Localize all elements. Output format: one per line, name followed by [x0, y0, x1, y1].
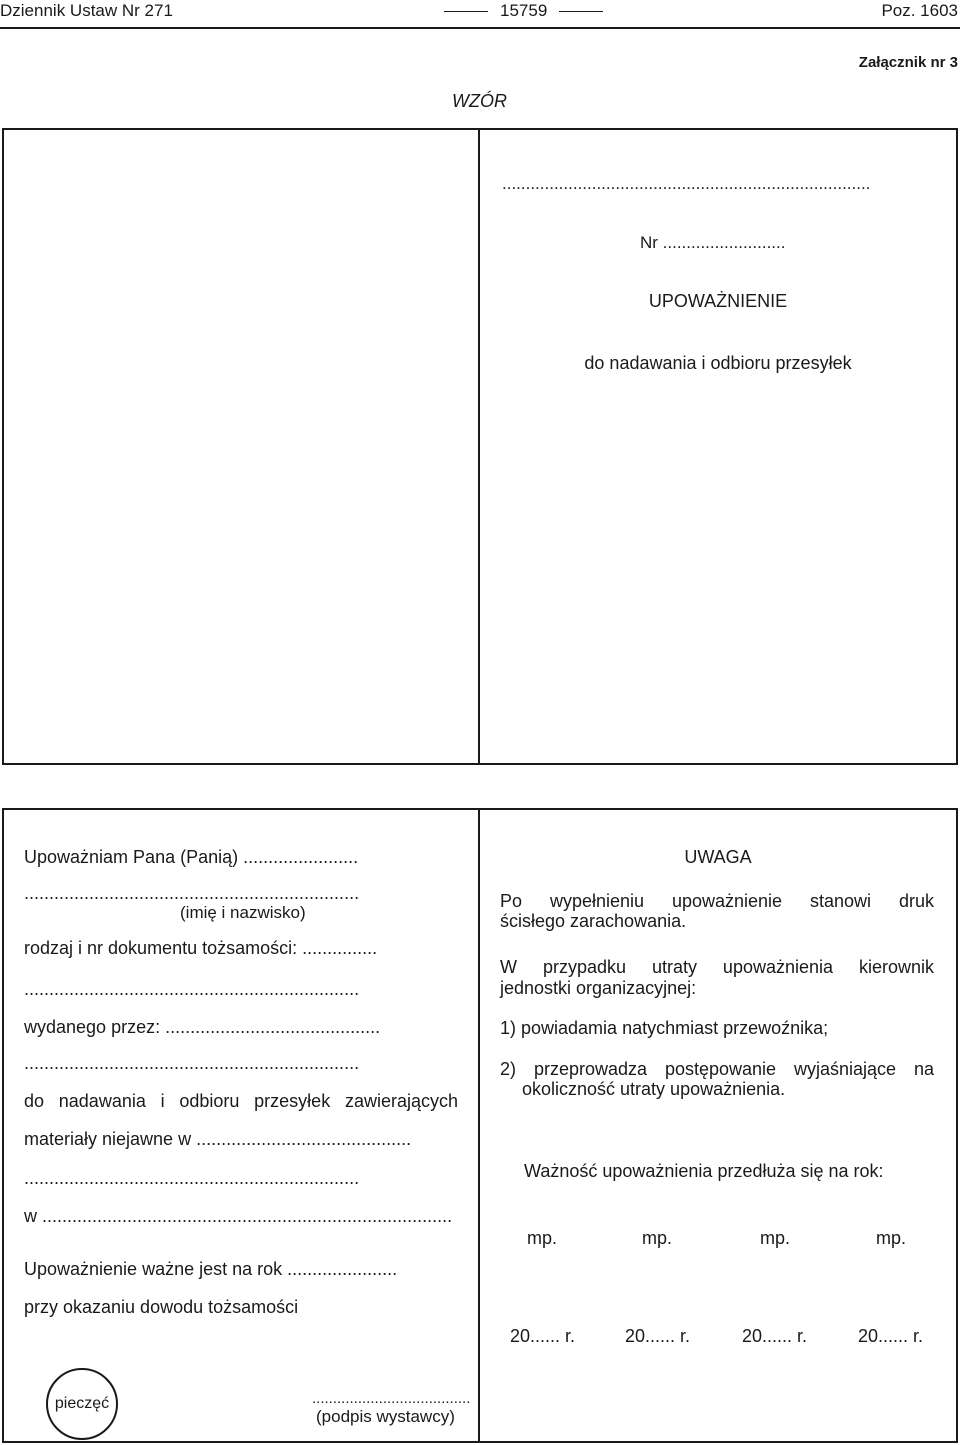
notice-paragraph-1-end: ścisłego zarachowania. — [500, 911, 687, 931]
number-line: Nr .......................... — [640, 233, 786, 252]
notice-item-2-end: okoliczność utraty upoważnienia. — [522, 1079, 786, 1099]
position-number: Poz. 1603 — [881, 1, 958, 20]
journal-title: Dziennik Ustaw Nr 271 — [0, 1, 173, 20]
dots-line: ................................................................... — [24, 1168, 360, 1188]
mp-label: mp. — [876, 1228, 907, 1248]
stamp-circle — [46, 1368, 118, 1440]
mp-label: mp. — [760, 1228, 791, 1248]
annex-label: Załącznik nr 3 — [858, 54, 958, 71]
back-panel — [2, 128, 480, 765]
document-subtitle: do nadawania i odbioru przesyłek — [584, 353, 852, 373]
mp-label: mp. — [527, 1228, 558, 1248]
notice-item-2: 2) przeprowadza postępowanie wyjaśniające na — [500, 1059, 934, 1079]
validity-line: Upoważnienie ważne jest na rok ...................... — [24, 1259, 398, 1279]
year-label: 20...... r. — [625, 1326, 691, 1346]
notice-title: UWAGA — [684, 847, 752, 867]
signature-caption: (podpis wystawcy) — [316, 1407, 455, 1426]
stamp-label: pieczęć — [54, 1395, 110, 1412]
materials-line: materiały niejawne w ........................................... — [24, 1129, 412, 1149]
issued-by-line: wydanego przez: ........................................... — [24, 1017, 381, 1037]
front-panel — [478, 128, 958, 765]
dots-line: ................................................................... — [24, 979, 360, 999]
extension-title: Ważność upoważnienia przedłuża się na rok: — [524, 1161, 884, 1181]
header-rule — [0, 27, 960, 29]
in-line: w .................................................................................. — [24, 1206, 453, 1226]
purpose-line: do nadawania i odbioru przesyłek zawierających — [24, 1091, 458, 1111]
notice-paragraph-1: Po wypełnieniu upoważnienie stanowi druk — [500, 891, 934, 911]
id-line: przy okazaniu dowodu tożsamości — [24, 1297, 299, 1317]
notice-item-1: 1) powiadamia natychmiast przewoźnika; — [500, 1018, 829, 1038]
year-label: 20...... r. — [742, 1326, 808, 1346]
dots-line: ................................................................... — [24, 1053, 360, 1073]
notice-paragraph-2-end: jednostki organizacyjnej: — [500, 978, 697, 998]
document-title: UPOWAŻNIENIE — [648, 291, 788, 311]
dots-line: ................................................................... — [24, 883, 360, 903]
document-line: rodzaj i nr dokumentu tożsamości: ............... — [24, 938, 378, 958]
panel-divider — [478, 808, 480, 1443]
page-number-value: 15759 — [500, 1, 548, 20]
dash-left — [444, 11, 488, 12]
dash-right — [559, 11, 603, 12]
page-number — [432, 0, 615, 22]
signature-dots: ...................................... — [312, 1390, 471, 1407]
year-label: 20...... r. — [858, 1326, 924, 1346]
name-caption: (imię i nazwisko) — [180, 903, 306, 922]
place-line: .............................................................................. — [502, 174, 871, 193]
authorize-line: Upoważniam Pana (Panią) ....................... — [24, 847, 359, 867]
year-label: 20...... r. — [510, 1326, 576, 1346]
template-label: WZÓR — [452, 91, 507, 111]
notice-paragraph-2: W przypadku utraty upoważnienia kierownik — [500, 957, 934, 977]
mp-label: mp. — [642, 1228, 673, 1248]
